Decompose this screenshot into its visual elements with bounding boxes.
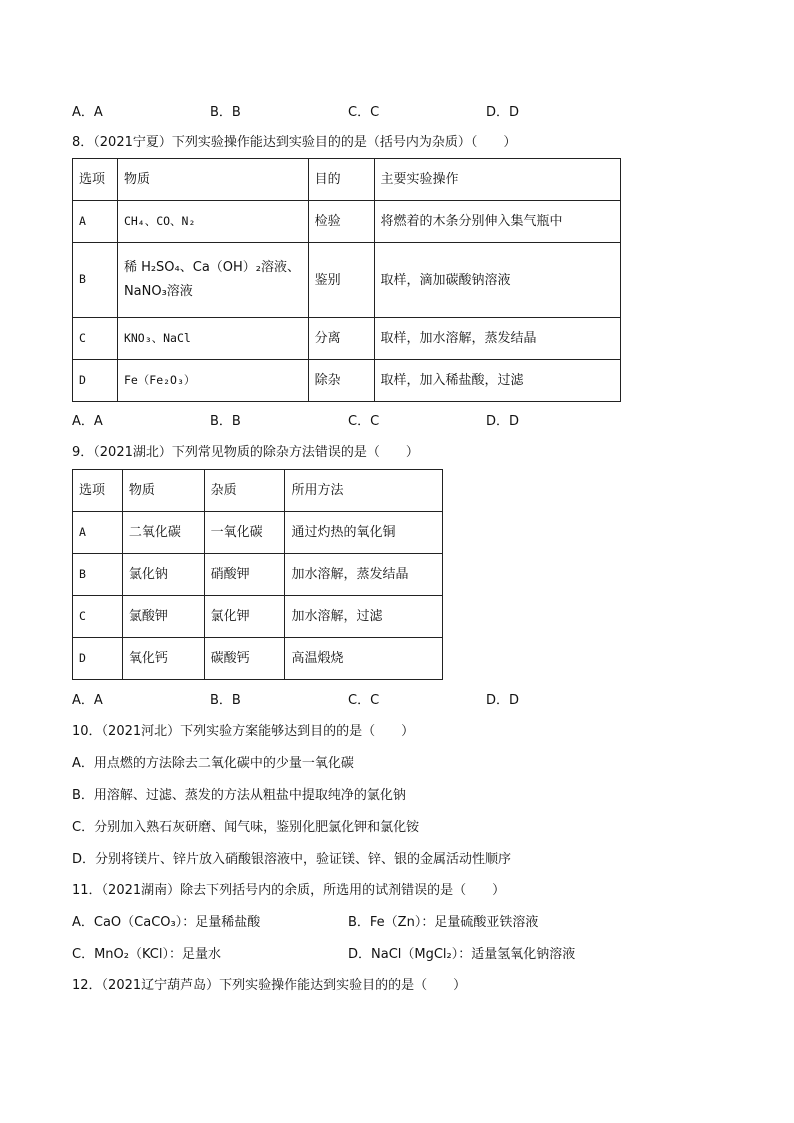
row-option: C bbox=[73, 596, 123, 638]
table-row bbox=[73, 201, 621, 243]
row-operation: 将燃着的木条分别伸入集气瓶中 bbox=[374, 201, 620, 243]
table-row bbox=[73, 512, 443, 554]
q8-option-b: B．B bbox=[210, 414, 241, 429]
table-header-row bbox=[73, 470, 443, 512]
row-substance: Fe（Fe₂O₃） bbox=[117, 360, 308, 402]
row-operation: 取样，加入稀盐酸，过滤 bbox=[374, 360, 620, 402]
row-method: 加水溶解，蒸发结晶 bbox=[285, 554, 443, 596]
q9-option-d: D．D bbox=[486, 693, 520, 708]
row-option: D bbox=[73, 638, 123, 680]
row-option: D bbox=[73, 360, 118, 402]
q8-stem: 8．（2021宁夏）下列实验操作能达到实验目的的是（括号内为杂质）（ ） bbox=[72, 135, 517, 150]
q11-option-b: B．Fe（Zn）：足量硫酸亚铁溶液 bbox=[348, 915, 539, 930]
table-row bbox=[73, 243, 621, 318]
row-substance: 氯酸钾 bbox=[122, 596, 204, 638]
q10-option-c: C．分别加入熟石灰研磨、闻气味，鉴别化肥氯化钾和氯化铵 bbox=[72, 820, 420, 835]
q10-stem: 10．（2021河北）下列实验方案能够达到目的的是（ ） bbox=[72, 724, 415, 739]
q8-option-c: C．C bbox=[348, 414, 380, 429]
q10-option-a: A．用点燃的方法除去二氧化碳中的少量一氧化碳 bbox=[72, 756, 354, 771]
table-header-row bbox=[73, 159, 621, 201]
table-row bbox=[73, 318, 621, 360]
q8-option-d: D．D bbox=[486, 414, 520, 429]
row-purpose: 鉴别 bbox=[308, 243, 374, 318]
q8-table bbox=[72, 158, 621, 402]
row-substance bbox=[117, 243, 308, 318]
table-row bbox=[73, 554, 443, 596]
option-a: A．A bbox=[72, 105, 103, 120]
row-option: A bbox=[73, 201, 118, 243]
header-substance: 物质 bbox=[122, 470, 204, 512]
row-substance-line2: NaNO₃溶液 bbox=[123, 284, 193, 299]
q11-option-c: C．MnO₂（KCl）：足量水 bbox=[72, 947, 221, 962]
row-option: B bbox=[73, 243, 118, 318]
header-purpose: 目的 bbox=[308, 159, 374, 201]
header-method: 所用方法 bbox=[285, 470, 443, 512]
row-option: B bbox=[73, 554, 123, 596]
q9-option-a: A．A bbox=[72, 693, 103, 708]
q10-option-b: B．用溶解、过滤、蒸发的方法从粗盐中提取纯净的氯化钠 bbox=[72, 788, 406, 803]
row-operation: 取样，加水溶解，蒸发结晶 bbox=[374, 318, 620, 360]
row-method: 加水溶解，过滤 bbox=[285, 596, 443, 638]
q11-stem: 11．（2021湖南）除去下列括号内的余质，所选用的试剂错误的是（ ） bbox=[72, 883, 506, 898]
q12-stem: 12．（2021辽宁葫芦岛）下列实验操作能达到实验目的的是（ ） bbox=[72, 978, 467, 993]
row-impurity: 一氧化碳 bbox=[204, 512, 285, 554]
q9-option-c: C．C bbox=[348, 693, 380, 708]
option-c: C．C bbox=[348, 105, 380, 120]
q10-option-d: D．分别将镁片、锌片放入硝酸银溶液中，验证镁、锌、银的金属活动性顺序 bbox=[72, 852, 512, 867]
row-operation: 取样，滴加碳酸钠溶液 bbox=[374, 243, 620, 318]
header-substance: 物质 bbox=[117, 159, 308, 201]
row-impurity: 硝酸钾 bbox=[204, 554, 285, 596]
row-method: 通过灼热的氧化铜 bbox=[285, 512, 443, 554]
row-purpose: 检验 bbox=[308, 201, 374, 243]
table-row bbox=[73, 638, 443, 680]
header-operation: 主要实验操作 bbox=[374, 159, 620, 201]
row-substance: 二氧化碳 bbox=[122, 512, 204, 554]
row-substance: KNO₃、NaCl bbox=[117, 318, 308, 360]
row-substance-line1: 稀 H₂SO₄、Ca（OH）₂溶液、 bbox=[123, 259, 301, 275]
option-d: D．D bbox=[486, 105, 520, 120]
option-b: B．B bbox=[210, 105, 241, 120]
row-option: C bbox=[73, 318, 118, 360]
row-impurity: 氯化钾 bbox=[204, 596, 285, 638]
row-option: A bbox=[73, 512, 123, 554]
q9-option-b: B．B bbox=[210, 693, 241, 708]
table-row bbox=[73, 596, 443, 638]
table-row bbox=[73, 360, 621, 402]
row-method: 高温煅烧 bbox=[285, 638, 443, 680]
row-purpose: 除杂 bbox=[308, 360, 374, 402]
q11-option-d: D．NaCl（MgCl₂）：适量氢氧化钠溶液 bbox=[348, 947, 576, 962]
row-impurity: 碳酸钙 bbox=[204, 638, 285, 680]
q8-option-a: A．A bbox=[72, 414, 103, 429]
header-option: 选项 bbox=[73, 159, 118, 201]
row-substance: 氧化钙 bbox=[122, 638, 204, 680]
q11-option-a: A．CaO（CaCO₃）：足量稀盐酸 bbox=[72, 915, 261, 930]
q9-table bbox=[72, 469, 443, 680]
row-substance: 氯化钠 bbox=[122, 554, 204, 596]
header-option: 选项 bbox=[73, 470, 123, 512]
q9-stem: 9．（2021湖北）下列常见物质的除杂方法错误的是（ ） bbox=[72, 445, 419, 460]
row-purpose: 分离 bbox=[308, 318, 374, 360]
row-substance: CH₄、CO、N₂ bbox=[117, 201, 308, 243]
header-impurity: 杂质 bbox=[204, 470, 285, 512]
